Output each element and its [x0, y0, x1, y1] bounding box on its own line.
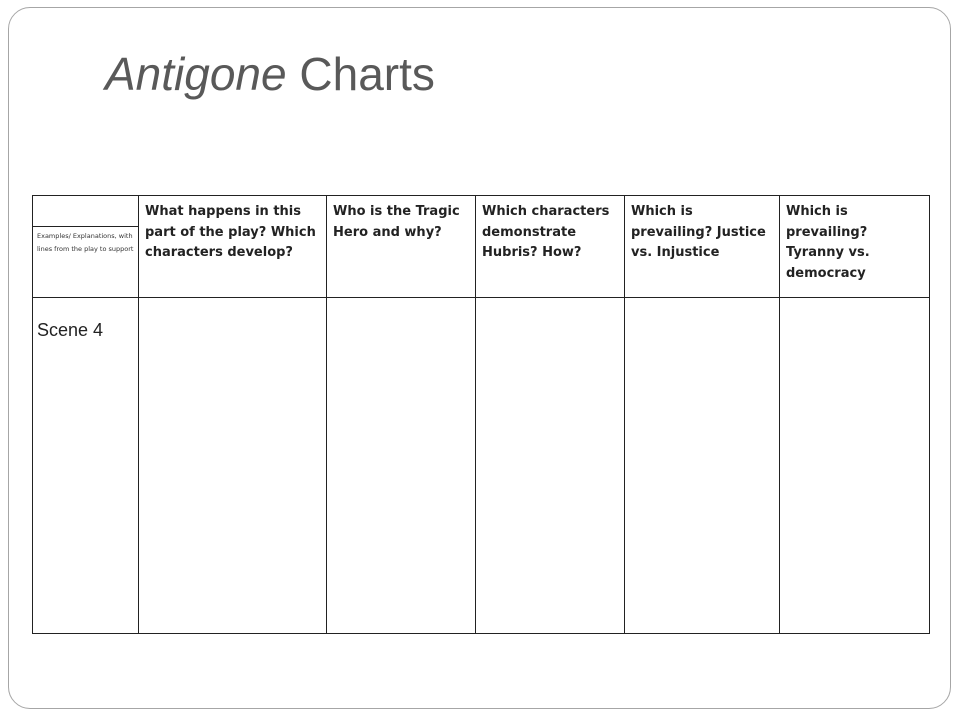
answer-cell-tyranny[interactable]	[780, 298, 930, 634]
corner-cell	[33, 196, 139, 227]
question-justice: Which is prevailing? Justice vs. Injustice	[631, 204, 766, 260]
question-tragic-hero: Who is the Tragic Hero and why?	[333, 204, 460, 240]
answer-cell-events[interactable]	[139, 298, 327, 634]
scene-row	[33, 298, 930, 634]
scene-label: Scene 4	[37, 320, 104, 340]
question-hubris: Which characters demonstrate Hubris? How?	[482, 204, 610, 260]
header-cell-tragic-hero	[327, 196, 476, 298]
title-play-name: Antigone	[105, 48, 287, 100]
analysis-chart-table	[32, 195, 930, 634]
header-cell-events	[139, 196, 327, 298]
header-cell-hubris	[476, 196, 625, 298]
examples-label: Examples/ Explanations, with lines from the play to support	[37, 232, 134, 253]
question-events: What happens in this part of the play? Which characters develop?	[145, 204, 316, 260]
header-row	[33, 196, 930, 227]
answer-cell-hubris[interactable]	[476, 298, 625, 634]
title-rest: Charts	[299, 48, 435, 100]
row-header-label-cell	[33, 227, 139, 298]
answer-cell-tragic-hero[interactable]	[327, 298, 476, 634]
scene-cell	[33, 298, 139, 634]
header-cell-tyranny	[780, 196, 930, 298]
page-title	[105, 44, 435, 104]
question-tyranny: Which is prevailing? Tyranny vs. democracy	[786, 204, 870, 281]
header-cell-justice	[625, 196, 780, 298]
answer-cell-justice[interactable]	[625, 298, 780, 634]
